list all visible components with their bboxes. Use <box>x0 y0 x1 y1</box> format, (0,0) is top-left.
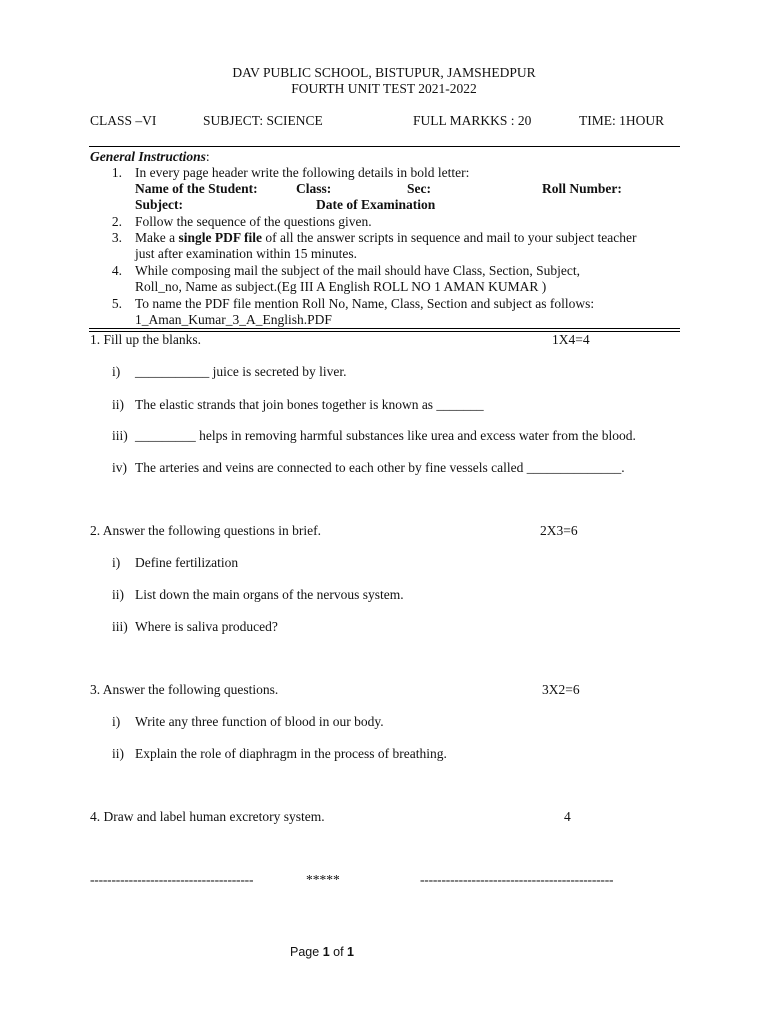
field-class: Class: <box>296 181 332 196</box>
question-marks: 2X3=6 <box>540 523 578 538</box>
header-divider <box>89 146 680 147</box>
instruction-number: 3. <box>111 230 122 245</box>
item-number: iv) <box>112 460 127 475</box>
question-marks: 1X4=4 <box>552 332 590 347</box>
item-number: ii) <box>112 397 124 412</box>
field-roll-number: Roll Number: <box>542 181 622 196</box>
question-item: _________ helps in removing harmful substances like urea and excess water from the blood. <box>135 428 636 443</box>
question-item: Where is saliva produced? <box>135 619 278 634</box>
question-item: The arteries and veins are connected to each other by fine vessels called ______________. <box>135 460 625 475</box>
full-marks-label: FULL MARKKS : 20 <box>413 113 532 128</box>
filename-example: 1_Aman_Kumar_3_A_English.PDF <box>135 312 332 327</box>
test-title: FOURTH UNIT TEST 2021-2022 <box>291 81 477 96</box>
page-indicator: Page 1 of 1 <box>290 945 354 959</box>
field-subject: Subject: <box>135 197 183 212</box>
question-item: Define fertilization <box>135 555 239 570</box>
item-number: i) <box>112 714 121 729</box>
field-date-of-examination: Date of Examination <box>316 197 436 212</box>
subject-label: SUBJECT: SCIENCE <box>203 113 323 128</box>
item-number: iii) <box>112 619 128 634</box>
instruction-text: While composing mail the subject of the mail should have Class, Section, Subject, <box>135 263 581 278</box>
footer-stars: ***** <box>306 872 340 887</box>
item-number: i) <box>112 555 121 570</box>
question-heading: 2. Answer the following questions in brief. <box>90 523 321 538</box>
instruction-text: Follow the sequence of the questions given. <box>135 214 372 229</box>
item-number: iii) <box>112 428 128 443</box>
instruction-number: 5. <box>111 296 122 311</box>
question-marks: 3X2=6 <box>542 682 580 697</box>
item-number: ii) <box>112 746 124 761</box>
instruction-text-continued: Roll_no, Name as subject.(Eg III A English ROLL NO 1 AMAN KUMAR ) <box>135 279 547 294</box>
field-sec: Sec: <box>407 181 431 196</box>
item-number: ii) <box>112 587 124 602</box>
question-heading: 4. Draw and label human excretory system. <box>90 809 325 824</box>
class-label: CLASS –VI <box>90 113 157 128</box>
field-name-of-student: Name of the Student: <box>135 181 258 196</box>
instruction-text: To name the PDF file mention Roll No, Name, Class, Section and subject as follows: <box>135 296 595 311</box>
instruction-number: 4. <box>111 263 122 278</box>
question-item: Write any three function of blood in our body. <box>135 714 384 729</box>
instruction-number: 2. <box>111 214 122 229</box>
instruction-number: 1. <box>111 165 122 180</box>
time-label: TIME: 1HOUR <box>579 113 665 128</box>
question-item: The elastic strands that join bones together is known as _______ <box>135 397 484 412</box>
question-item: ___________ juice is secreted by liver. <box>135 364 347 379</box>
instructions-title: General Instructions: <box>90 149 210 164</box>
item-number: i) <box>112 364 121 379</box>
question-heading: 3. Answer the following questions. <box>90 682 279 697</box>
instruction-text: In every page header write the following details in bold letter: <box>135 165 470 180</box>
question-marks: 4 <box>564 809 571 824</box>
instruction-text: Make a single PDF file of all the answer scripts in sequence and mail to your subject teacher <box>135 230 637 245</box>
question-item: List down the main organs of the nervous system. <box>135 587 404 602</box>
instruction-text-continued: just after examination within 15 minutes. <box>135 246 357 261</box>
question-item: Explain the role of diaphragm in the process of breathing. <box>135 746 447 761</box>
footer-dashes-right: --------------------------------------------- <box>420 872 614 887</box>
question-heading: 1. Fill up the blanks. <box>90 332 201 347</box>
footer-dashes-left: -------------------------------------- <box>90 872 254 887</box>
school-name: DAV PUBLIC SCHOOL, BISTUPUR, JAMSHEDPUR <box>232 65 536 80</box>
